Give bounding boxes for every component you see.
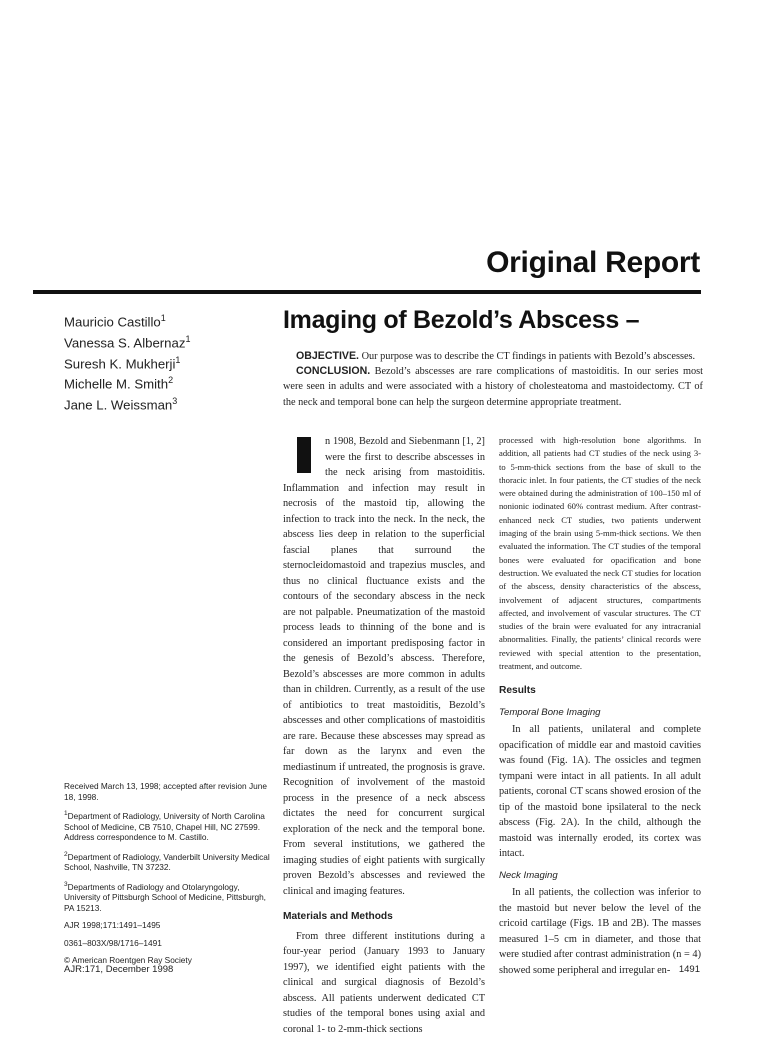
footnotes xyxy=(64,781,272,973)
author-name: Jane L. Weissman$^3$ xyxy=(64,393,274,414)
body-column-2 xyxy=(499,434,701,978)
author-name: Vanessa S. Albernaz$^1$ xyxy=(64,331,274,352)
page-number: 1491 xyxy=(679,964,700,975)
neck-imaging-subheading: Neck Imaging xyxy=(499,868,701,884)
author-name: Suresh K. Mukherji$^1$ xyxy=(64,352,274,373)
methods-continued-paragraph: processed with high-resolution bone algorithms. In addition, all patients had CT studies of the neck using 3- to 5-mm-thick sections from the base of skull to the thoracic inlet. In four patients, the CT studies of the neck were obtained during the administration of 100–150 ml of nonionic iodinated 60% contrast medium. After contrast-enhanced neck CT studies, two patients underwent imaging of the brain using 5-mm-thick sections. We then evaluated the information. The CT studies of the temporal bones were evaluated for opacification and bone destruction. We evaluated the neck CT studies for location of the abscess, density characteristics of the abscess, involvement of adjacent structures, compartments affected, and involvement of vascular structures. The CT studies of the brain were evaluated for any intracranial abnormalities. Finally, the patients’ clinical records were reviewed with special attention to the presentation, treatment, and outcome. xyxy=(499,434,701,673)
affiliation-footnote: $^3$Departments of Radiology and Otolaryngology, University of Pittsburgh School of Medicine, Pittsburgh, PA 15213. xyxy=(64,880,272,914)
issn: 0361–803X/98/1716–1491 xyxy=(64,938,272,949)
citation: AJR 1998;171:1491–1495 xyxy=(64,920,272,931)
author-name: Michelle M. Smith$^2$ xyxy=(64,372,274,393)
results-heading: Results xyxy=(499,683,701,699)
abstract-conclusion: CONCLUSION. Bezold’s abscesses are rare complications of mastoiditis. In our series most were seen in adults and were associated with a history of cholesteatoma and mastoidectomy. CT of the neck and temporal bone can help the surgeon determine appropriate treatment. xyxy=(283,364,703,410)
author-name: Mauricio Castillo$^1$ xyxy=(64,310,274,331)
author-list xyxy=(64,310,274,414)
header-rule xyxy=(33,290,701,294)
body-column-1 xyxy=(283,434,485,1037)
received-note: Received March 13, 1998; accepted after revision June 18, 1998. xyxy=(64,781,272,802)
methods-heading: Materials and Methods xyxy=(283,909,485,925)
footer-journal: AJR:171, December 1998 xyxy=(64,964,173,975)
temporal-bone-subheading: Temporal Bone Imaging xyxy=(499,705,701,721)
intro-paragraph: n 1908, Bezold and Siebenmann [1, 2] were the first to describe abscesses in the neck arising from mastoiditis. Inflammation and infection may result in necrosis of the mastoid tip, allowing the infection to track into the neck. In the neck, the abscess lies deep in relation to the superficial fascial planes that surround the sternocleidomastoid and trapezius muscles, and thus no clinical fluctuance exists and the contours of the secondary abscess in the neck are not palpable. Pneumatization of the mastoid process leads to thinning of the bone and is considered an important predisposing factor in the genesis of Bezold’s abscess. Therefore, Bezold’s abscesses are more common in adults than in children. Currently, as a result of the use of antibiotics to treat mastoiditis, Bezold’s abscesses and other complications of mastoiditis are rare. Because these abscesses may spread as far down as the larynx and even the mediastinum if untreated, the prognosis is grave. Recognition of involvement of the mastoid process in the presence of a neck abscess dictates the need for concurrent surgical exploration of the neck and the temporal bone. From several institutions, we gathered the imaging studies of eight patients with surgically proven Bezold’s abscesses and reviewed the clinical and imaging features. xyxy=(283,434,485,899)
copyright: © American Roentgen Ray Society xyxy=(64,955,272,966)
neck-imaging-paragraph: In all patients, the collection was inferior to the mastoid but never below the level of the cricoid cartilage (Figs. 1B and 2B). The masses measured 1–5 cm in diameter, and those that were studied after contrast administration (n = 4) showed some peripheral and irregular en- xyxy=(499,885,701,978)
section-label: Original Report xyxy=(486,246,700,280)
drop-cap-letter-i xyxy=(297,437,311,473)
temporal-bone-paragraph: In all patients, unilateral and complete opacification of middle ear and mastoid cavities was found (Fig. 1A). The ossicles and tegmen tympani were intact in all patients. In all adult patients, coronal CT scans showed erosion of the tip of the mastoid bone ipsilateral to the neck abscess (Fig. 2A). In the child, although the mastoid was internally eroded, its cortex was intact. xyxy=(499,722,701,862)
affiliation-footnote: $^1$Department of Radiology, University of North Carolina School of Medicine, CB 7510, Chapel Hill, NC 27599. Address correspondence to M. Castillo. xyxy=(64,809,272,843)
abstract-objective: OBJECTIVE. Our purpose was to describe the CT findings in patients with Bezold’s abscesses. xyxy=(283,349,703,364)
article-title: Imaging of Bezold’s Abscess – xyxy=(283,306,639,335)
abstract xyxy=(283,349,703,410)
methods-paragraph: From three different institutions during a four-year period (January 1993 to January 1997), we identified eight patients with the clinical and surgical diagnosis of Bezold’s abscess. All patients underwent dedicated CT studies of the temporal bones using axial and coronal 1- to 2-mm-thick sections xyxy=(283,929,485,1037)
affiliation-footnote: $^2$Department of Radiology, Vanderbilt University Medical School, Nashville, TN 37232. xyxy=(64,850,272,873)
